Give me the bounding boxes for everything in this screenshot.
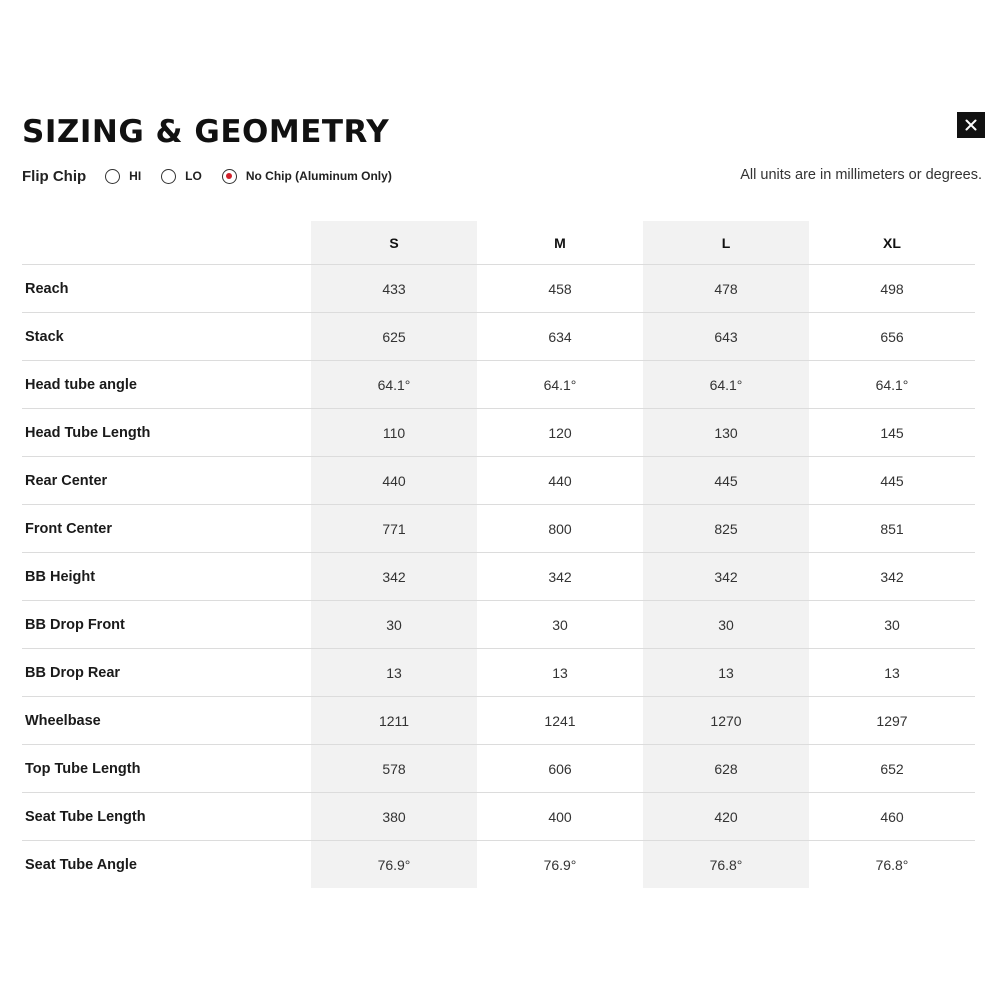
flip-chip-option-lo[interactable] [161, 169, 202, 184]
table-cell: 1241 [477, 697, 643, 745]
table-cell: 1297 [809, 697, 975, 745]
table-cell: 30 [809, 601, 975, 649]
row-label: Seat Tube Angle [25, 856, 137, 873]
row-label: Top Tube Length [22, 745, 311, 793]
close-icon [965, 119, 977, 131]
table-cell: 445 [809, 457, 975, 505]
table-cell: 628 [643, 745, 809, 793]
row-label: BB Height [22, 553, 311, 601]
table-row [22, 793, 975, 841]
table-cell: 342 [643, 553, 809, 601]
table-cell: 800 [477, 505, 643, 553]
geometry-table [22, 221, 975, 888]
table-row [22, 361, 975, 409]
table-cell: 64.1° [477, 361, 643, 409]
table-cell: 656 [809, 313, 975, 361]
row-label: Reach [22, 265, 311, 313]
row-label: Head tube angle [22, 361, 311, 409]
table-cell: 13 [311, 649, 477, 697]
table-cell: 380 [311, 793, 477, 841]
table-row [22, 745, 975, 793]
close-button[interactable] [957, 112, 985, 138]
row-label: BB Drop Rear [22, 649, 311, 697]
row-label: Stack [22, 313, 311, 361]
table-row [22, 697, 975, 745]
row-label: BB Drop Front [22, 601, 311, 649]
table-cell: 400 [477, 793, 643, 841]
flip-chip-label: Flip Chip [22, 167, 87, 185]
table-cell: 440 [311, 457, 477, 505]
table-cell: 342 [477, 553, 643, 601]
table-cell: 64.1° [809, 361, 975, 409]
table-cell: 851 [809, 505, 975, 553]
table-cell: 76.9° [311, 841, 477, 889]
size-header-xl: XL [809, 221, 975, 265]
table-cell: 458 [477, 265, 643, 313]
table-header-row [22, 221, 975, 265]
table-row [22, 409, 975, 457]
table-cell: 445 [643, 457, 809, 505]
table-cell: 498 [809, 265, 975, 313]
table-cell: 30 [643, 601, 809, 649]
table-cell: 771 [311, 505, 477, 553]
table-cell: 13 [643, 649, 809, 697]
table-cell: 76.8° [643, 841, 809, 889]
table-cell: 145 [809, 409, 975, 457]
table-cell: 634 [477, 313, 643, 361]
size-header-l: L [643, 221, 809, 265]
flip-chip-option-no-chip[interactable] [222, 169, 392, 184]
geometry-table-body [22, 265, 975, 889]
table-cell: 64.1° [643, 361, 809, 409]
radio-lo[interactable] [161, 169, 176, 184]
table-cell: 13 [477, 649, 643, 697]
table-cell: 30 [477, 601, 643, 649]
flip-chip-option-hi[interactable] [105, 169, 141, 184]
table-cell: 433 [311, 265, 477, 313]
table-row [22, 841, 975, 889]
table-cell: 643 [643, 313, 809, 361]
table-row [22, 601, 975, 649]
row-label: Wheelbase [22, 697, 311, 745]
units-note: All units are in millimeters or degrees. [740, 167, 982, 183]
row-label: Head Tube Length [22, 409, 311, 457]
row-label: Front Center [22, 505, 311, 553]
table-cell: 30 [311, 601, 477, 649]
table-cell: 120 [477, 409, 643, 457]
table-row [22, 553, 975, 601]
table-cell: 342 [311, 553, 477, 601]
table-row [22, 505, 975, 553]
table-cell: 825 [643, 505, 809, 553]
table-cell: 76.8° [875, 856, 909, 873]
table-cell: 1211 [311, 697, 477, 745]
table-cell: 64.1° [311, 361, 477, 409]
table-cell: 440 [477, 457, 643, 505]
table-cell: 606 [477, 745, 643, 793]
table-header-blank [22, 221, 311, 265]
radio-hi[interactable] [105, 169, 120, 184]
size-header-s: S [311, 221, 477, 265]
table-row [22, 265, 975, 313]
table-cell: 13 [809, 649, 975, 697]
table-row [22, 313, 975, 361]
table-cell: 478 [643, 265, 809, 313]
radio-no-chip[interactable] [222, 169, 237, 184]
table-cell: 420 [643, 793, 809, 841]
table-cell: 76.9° [543, 856, 577, 873]
table-row [22, 457, 975, 505]
flip-chip-selector [22, 164, 982, 188]
flip-chip-option-label: No Chip (Aluminum Only) [245, 169, 392, 183]
size-header-m: M [477, 221, 643, 265]
table-cell: 1270 [643, 697, 809, 745]
table-row [22, 649, 975, 697]
table-cell: 110 [311, 409, 477, 457]
row-label: Rear Center [22, 457, 311, 505]
flip-chip-option-label: LO [185, 169, 202, 183]
table-cell: 652 [809, 745, 975, 793]
table-cell: 625 [311, 313, 477, 361]
row-label: Seat Tube Length [22, 793, 311, 841]
flip-chip-option-label: HI [129, 169, 142, 183]
page-title: SIZING & GEOMETRY [22, 114, 390, 150]
table-cell: 130 [643, 409, 809, 457]
table-cell: 460 [809, 793, 975, 841]
table-cell: 578 [311, 745, 477, 793]
table-cell: 342 [809, 553, 975, 601]
